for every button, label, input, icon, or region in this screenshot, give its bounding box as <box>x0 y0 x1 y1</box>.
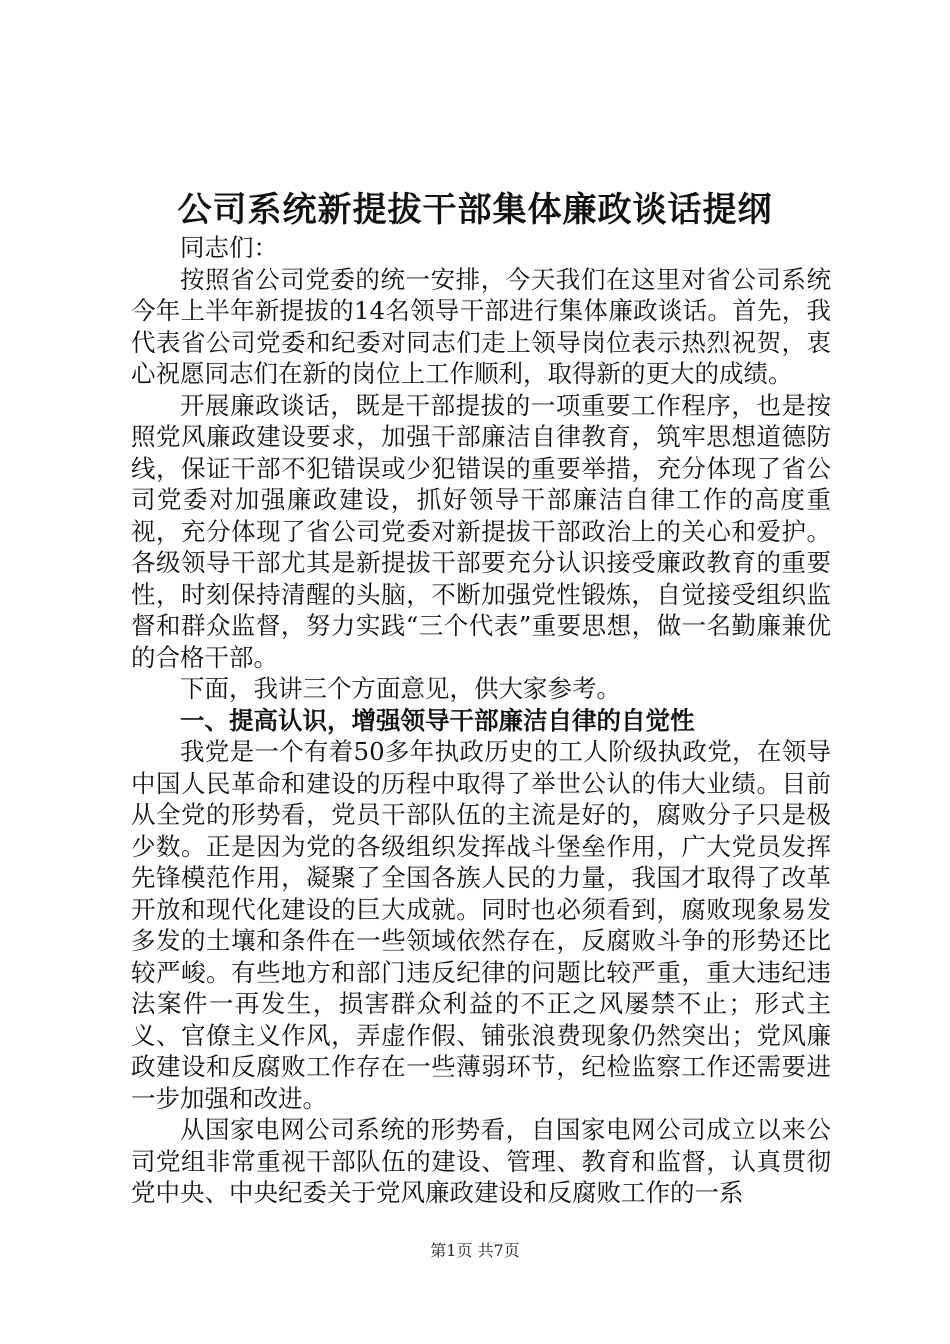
paragraph-intro: 按照省公司党委的统一安排，今天我们在这里对省公司系统今年上半年新提拔的14名领导干部进行集体廉政谈话。首先，我代表省公司党委和纪委对同志们走上领导岗位表示热烈祝贺，衷心祝愿同志们在新的岗位上工作顺利，取得新的更大的成绩。 <box>131 264 831 388</box>
paragraph-outline: 下面，我讲三个方面意见，供大家参考。 <box>180 674 621 703</box>
salutation: 同志们： <box>180 233 278 262</box>
page-number: 第1页 共7页 <box>430 1241 520 1260</box>
paragraph-purpose: 开展廉政谈话，既是干部提拔的一项重要工作程序，也是按照党风廉政建设要求，加强干部廉洁自律教育，筑牢思想道德防线，保证干部不犯错误或少犯错误的重要举措，充分体现了省公司党委对加强廉政建设，抓好领导干部廉洁自律工作的高度重视，充分体现了省公司党委对新提拔干部政治上的关心和爱护。各级领导干部尤其是新提拔干部要充分认识接受廉政教育的重要性，时刻保持清醒的头脑，不断加强党性锻炼，自觉接受组织监督和群众监督，努力实践“三个代表”重要思想，做一名勤廉兼优的合格干部。 <box>131 390 831 672</box>
paragraph-grid-situation: 从国家电网公司系统的形势看，自国家电网公司成立以来公司党组非常重视干部队伍的建设、管理、教育和监督，认真贯彻党中央、中央纪委关于党风廉政建设和反腐败工作的一系 <box>131 1115 831 1207</box>
document-title: 公司系统新提拔干部集体廉政谈话提纲 <box>177 190 773 230</box>
paragraph-party-situation: 我党是一个有着50多年执政历史的工人阶级执政党，在领导中国人民革命和建设的历程中取得了举世公认的伟大业绩。目前从全党的形势看，党员干部队伍的主流是好的，腐败分子只是极少数。正是因为党的各级组织发挥战斗堡垒作用，广大党员发挥先锋模范作用，凝聚了全国各族人民的力量，我国才取得了改革开放和现代化建设的巨大成就。同时也必须看到，腐败现象易发多发的土壤和条件在一些领域依然存在，反腐败斗争的形势还比较严峻。有些地方和部门违反纪律的问题比较严重，重大违纪违法案件一再发生，损害群众利益的不正之风屡禁不止；形式主义、官僚主义作风，弄虚作假、铺张浪费现象仍然突出；党风廉政建设和反腐败工作存在一些薄弱环节，纪检监察工作还需要进一步加强和改进。 <box>131 737 831 1113</box>
section-heading-1: 一、提高认识，增强领导干部廉洁自律的自觉性 <box>180 705 695 735</box>
document-body <box>131 232 831 1209</box>
